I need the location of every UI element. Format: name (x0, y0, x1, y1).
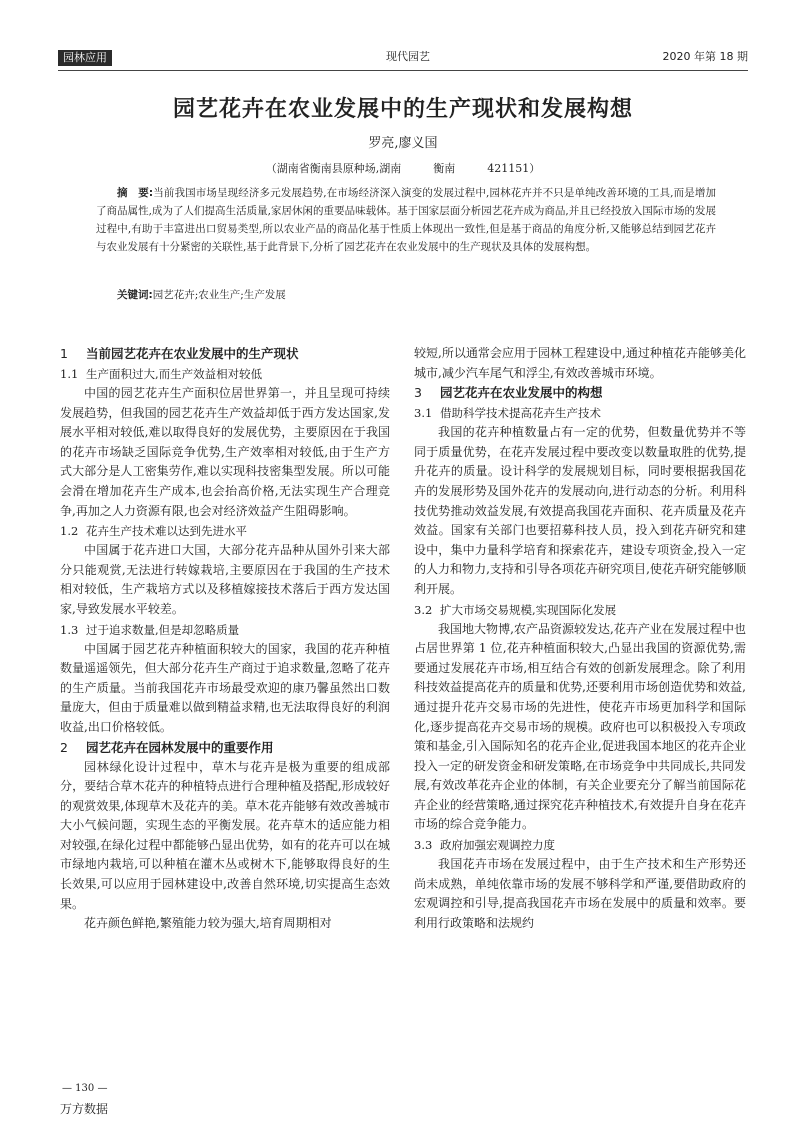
watermark: 万方数据 (60, 1102, 109, 1116)
subsection-number: 3.1 (414, 406, 433, 421)
subsection-heading (414, 403, 746, 423)
journal-name: 现代园艺 (386, 50, 430, 63)
paragraph: 我国花卉市场在发展过程中，由于生产技术和生产形势还尚未成熟，单纯依靠市场的发展不够科学和严谨,要借助政府的宏观调控和引导,提高我国花卉市场在发展中的质量和效率。要利用行政策略和法规约 (414, 857, 746, 930)
affiliation-postcode: 421151） (487, 162, 541, 175)
section-heading (414, 383, 746, 403)
subsection-heading (60, 364, 390, 384)
affiliation-city: 衡南 (433, 162, 456, 175)
paragraph: 中国属于园艺花卉种植面积较大的国家，我国的花卉种植数量遥遥领先，但大部分花卉生产商过于追求数量,忽略了花卉的生产质量。当前我国花卉市场最受欢迎的康乃馨虽然出口数量庞大，但由于质量难以做到精益求精,也无法取得良好的利润收益,出口价格较低。 (60, 641, 390, 734)
section-tag: 园林应用 (58, 50, 112, 66)
page-number: — 130 — (62, 1083, 108, 1094)
paragraph: 花卉颜色鲜艳,繁殖能力较为强大,培育周期相对 (84, 916, 332, 931)
affiliation-org: （湖南省衡南县原种场,湖南 (265, 162, 402, 175)
section-number: 2 (60, 739, 68, 755)
section-title: 园艺花卉在农业发展中的构想 (440, 385, 603, 401)
keywords (117, 286, 717, 304)
subsection-title: 借助科学技术提高花卉生产技术 (440, 406, 601, 421)
left-column (60, 344, 390, 934)
subsection-heading (414, 600, 746, 620)
paragraph: 中国属于花卉进口大国，大部分花卉品种从国外引来大部分只能观赏,无法进行转嫁栽培,主要原因在于我国的生产技术相对较低，生产栽培方式以及移植嫁接技术落后于西方发达国家,导致发展水平较差。 (60, 543, 390, 616)
page-header (58, 48, 748, 68)
paragraph: 中国的园艺花卉生产面积位居世界第一，并且呈现可持续发展趋势，但我国的园艺花卉生产效益却低于西方发达国家,发展水平相对较低,难以取得良好的发展优势，主要原因在于我国的花卉市场缺乏国际竞争优势,生产效率相对较低,由于生产方式大部分是人工密集劳作,难以实现科技密集型发展。所以可能会滑在增加花卉生产成本,也会抬高价格,无法实现生产合理竞争,再加之人力资源有限,也会对经济效益产生阻碍影响。 (60, 386, 390, 518)
section-heading (60, 344, 390, 364)
subsection-title: 政府加强宏观调控力度 (440, 838, 555, 853)
subsection-number: 1.3 (60, 622, 79, 637)
keywords-text: 园艺花卉;农业生产;生产发展 (152, 289, 286, 301)
section-heading (60, 738, 390, 758)
issue-label: 2020 年第 18 期 (662, 50, 748, 63)
subsection-heading (414, 835, 746, 855)
paragraph: 较短,所以通常会应用于园林工程建设中,通过种植花卉能够美化城市,减少汽车尾气和浮尘,有效改善城市环境。 (414, 346, 746, 380)
section-title: 当前园艺花卉在农业发展中的生产现状 (86, 346, 299, 361)
abstract (96, 184, 716, 256)
section-number: 3 (414, 385, 422, 401)
subsection-number: 3.3 (414, 838, 433, 853)
subsection-title: 过于追求数量,但是却忽略质量 (86, 622, 240, 637)
paragraph: 我国的花卉种植数量占有一定的优势，但数量优势并不等同于质量优势，在花卉发展过程中要改变以数量取胜的优势,提升花卉的质量。设计科学的发展规划目标，同时要根据我国花卉的发展形势及国外花卉的发展动向,进行动态的分析。利用科技优势推动效益发展,有效提高我国花卉面积、花卉质量及花卉效益。国家有关部门也要招募科技人员，投入到花卉研究和建设中，集中力量科学培育和探索花卉，建设专项资金,投入一定的人力和物力,支持和引导各项花卉研究项目,使花卉研究能够顺利开展。 (414, 425, 746, 596)
subsection-number: 3.2 (414, 602, 433, 617)
subsection-heading (60, 620, 390, 640)
keywords-label: 关键词: (117, 289, 153, 301)
subsection-title: 扩大市场交易规模,实现国际化发展 (440, 602, 617, 617)
article-authors: 罗亮,廖义国 (368, 136, 438, 151)
abstract-label: 摘 要: (117, 187, 154, 199)
paragraph: 我国地大物博,农产品资源较发达,花卉产业在发展过程中也占居世界第 1 位,花卉种植面积较大,凸显出我国的资源优势,需要通过发展花卉市场,相互结合有效的创新发展理念。除了利用科技效益提高花卉的质量和优势,还要利用市场创造优势和效益,通过提升花卉交易市场的先进性，使花卉市场更加科学和国际化,逐步提高花卉交易市场的规模。政府也可以积极投入专项政策和基金,引入国际知名的花卉企业,促进我国本地区的花卉企业投入一定的研发资金和研发策略,在市场竞争中共同成长,共同发展,有效改革花卉企业的体制，有关企业要充分了解当前国际花卉企业的经营策略,通过探究花卉种植技术,有效提升自身在花卉市场的综合竞争能力。 (414, 621, 746, 832)
subsection-title: 花卉生产技术难以达到先进水平 (86, 524, 247, 539)
subsection-title: 生产面积过大,而生产效益相对较低 (86, 367, 263, 381)
abstract-text: 当前我国市场呈现经济多元发展趋势,在市场经济深入演变的发展过程中,园林花卉并不只是单纯改善环境的工具,而是增加了商品属性,成为了人们提高生活质量,家居休闲的重要品味载体。基于国家层面分析园艺花卉成为商品,并且已经投放入国际市场的发展过程中,有助于丰富进出口贸易类型,所以农业产品的商品化基于性质上体现出一致性,但是基于商品的角度分析,又能够总结到园艺花卉与农业发展有十分紧密的关联性,基于此背景下,分析了园艺花卉在农业发展中的生产现状及具体的发展构想。 (96, 187, 716, 253)
section-title: 园艺花卉在园林发展中的重要作用 (86, 739, 274, 755)
section-number: 1 (60, 346, 68, 361)
right-column (414, 344, 746, 933)
article-title: 园艺花卉在农业发展中的生产现状和发展构想 (172, 96, 633, 122)
subsection-number: 1.2 (60, 524, 79, 539)
paragraph: 园林绿化设计过程中，草木与花卉是极为重要的组成部分，要结合草木花卉的种植特点进行合理种植及搭配,形成较好的观赏效果,体现草木及花卉的美。草木花卉能够有效改善城市大小气候问题，实现生态的平衡发展。花卉草木的适应能力相对较强,在绿化过程中都能够凸显出优势，如有的花卉可以在城市绿地内栽培,可以种植在灌木丛或树木下,能够取得良好的生长效果,可以应用于园林建设中,改善自然环境,切实提高生态效果。 (60, 759, 390, 911)
subsection-heading (60, 521, 390, 541)
affiliation (58, 160, 748, 176)
subsection-number: 1.1 (60, 367, 79, 381)
header-rule (58, 70, 748, 71)
